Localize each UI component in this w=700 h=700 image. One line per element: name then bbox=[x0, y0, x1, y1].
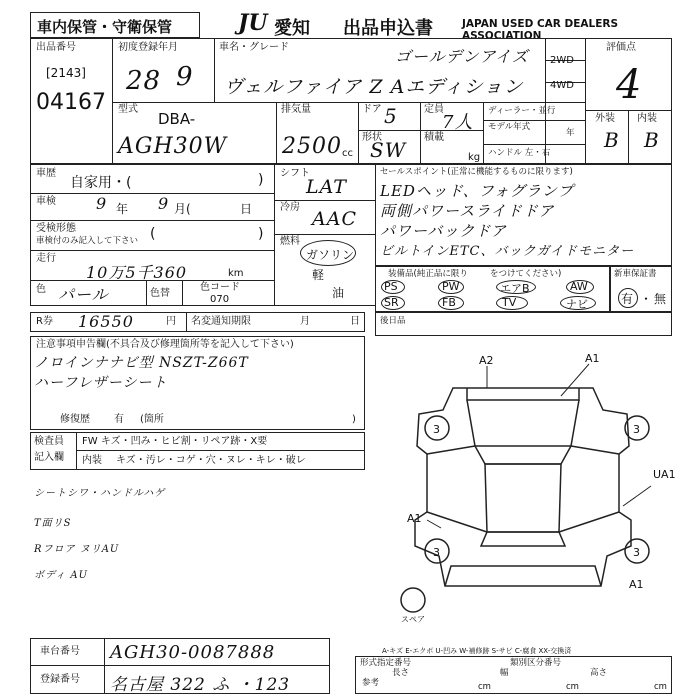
equip-ps[interactable]: PS bbox=[384, 280, 398, 293]
color-code: 070 bbox=[210, 294, 230, 305]
handle-label: ハンドル 左・右 bbox=[488, 148, 551, 158]
mark-front-left: 3 bbox=[433, 423, 440, 436]
capacity-value: 7人 bbox=[442, 112, 474, 133]
dealer-label: ディーラー・並行 bbox=[488, 106, 556, 116]
damage-legend: A-キズ E-エクボ U-凹み W-補修跡 S-サビ C-腐食 XX-交換済 bbox=[382, 647, 572, 655]
equip-airbag[interactable]: エアB bbox=[500, 282, 530, 295]
mark-front-right: 3 bbox=[633, 423, 640, 436]
recycle-value: 16550 bbox=[78, 312, 134, 331]
repair-label: 修復歴 bbox=[60, 414, 90, 425]
color-name-handwritten: ゴールデンアイズ bbox=[395, 47, 529, 66]
mark-a1-left: A1 bbox=[407, 512, 422, 525]
mileage-label: 走行 bbox=[36, 253, 56, 264]
equipment-label: 装備品(純正品に限り bbox=[388, 269, 468, 279]
lot-sub-number: [2143] bbox=[46, 66, 86, 80]
model-label: 型式 bbox=[118, 104, 138, 115]
drive-2wd[interactable]: 2WD bbox=[550, 55, 574, 66]
org-name: 愛知 bbox=[274, 18, 310, 39]
equipment-label-2: をつけてください) bbox=[490, 269, 562, 279]
score-value: 4 bbox=[616, 62, 643, 108]
chassis-number: AGH30-0087888 bbox=[110, 642, 276, 663]
repair-place: (箇所 bbox=[140, 414, 164, 425]
registration-number: 名古屋 322 ふ ・123 bbox=[110, 675, 291, 695]
load-label: 積載 bbox=[424, 132, 444, 143]
shape-label: 形状 bbox=[362, 132, 382, 143]
fuel-option-kei[interactable]: 軽 bbox=[312, 268, 325, 282]
lot-number: 04167 bbox=[36, 90, 106, 115]
warranty-label: 新車保証書 bbox=[614, 269, 657, 279]
recycle-unit: 円 bbox=[166, 316, 176, 327]
length-label: 長さ bbox=[392, 668, 410, 678]
model-prefix: DBA- bbox=[158, 110, 196, 128]
drive-4wd[interactable]: 4WD bbox=[550, 80, 574, 91]
fuel-option-gasoline[interactable]: ガソリン bbox=[306, 248, 355, 262]
type-designation-label: 形式指定番号 bbox=[360, 658, 412, 668]
shape-value: SW bbox=[370, 138, 407, 162]
selling-point-1: LEDヘッド、フォグランプ bbox=[380, 182, 574, 200]
recycle-label: R券 bbox=[36, 316, 53, 327]
storage-label: 車内保管・守衛保管 bbox=[37, 18, 173, 36]
expiry-label: 名変通知期限 bbox=[191, 316, 251, 327]
color-code-label: 色コード bbox=[200, 282, 240, 293]
notes-line-2: ハーフレザーシート bbox=[34, 375, 168, 391]
inspector-row-1: FW キズ・凹み・ヒビ割・リペア跡・X要 bbox=[82, 436, 268, 447]
color-swap-label: 色替 bbox=[150, 288, 170, 299]
color-label: 色 bbox=[36, 284, 46, 295]
car-damage-diagram bbox=[375, 336, 676, 636]
first-reg-label: 初度登録年月 bbox=[118, 42, 178, 53]
acceptance-note: 車検付のみ記入して下さい bbox=[36, 236, 139, 246]
height-label: 高さ bbox=[590, 668, 608, 678]
doors-value: 5 bbox=[384, 104, 398, 128]
equip-fb[interactable]: FB bbox=[442, 296, 456, 309]
entry-label: 記入欄 bbox=[34, 452, 64, 463]
displacement-value: 2500 bbox=[282, 134, 342, 159]
mark-a1-top: A1 bbox=[585, 352, 600, 365]
selling-point-2: 両側パワースライドドア bbox=[380, 202, 555, 220]
equip-tv[interactable]: TV bbox=[502, 296, 517, 309]
hw-note-1: シートシワ・ハンドルハゲ bbox=[34, 488, 166, 499]
association-name: JAPAN USED CAR DEALERS ASSOCIATION bbox=[462, 18, 619, 42]
kg-unit: kg bbox=[468, 152, 481, 163]
registration-label: 登録番号 bbox=[40, 674, 80, 685]
inspection-month: 9 bbox=[158, 194, 170, 213]
inspector-row-2: キズ・汚レ・コゲ・穴・ヌレ・キレ・破レ bbox=[116, 455, 306, 466]
selling-points-label: セールスポイント(正常に機能するものに限ります) bbox=[380, 167, 573, 177]
width-label: 幅 bbox=[500, 668, 509, 678]
history-label: 車歴 bbox=[36, 168, 56, 179]
mileage-unit: km bbox=[228, 268, 244, 279]
after-items-box bbox=[375, 312, 672, 336]
year-unit: 年 bbox=[566, 128, 575, 138]
name-grade-label: 車名・グレード bbox=[219, 42, 289, 53]
inspector-row-2-label: 内装 bbox=[82, 455, 102, 466]
repair-value: 有 bbox=[114, 414, 124, 425]
mark-rear-right: 3 bbox=[633, 546, 640, 559]
ac-value: AAC bbox=[312, 208, 357, 230]
notes-label: 注意事項申告欄(不具合及び修理箇所等を記入して下さい) bbox=[36, 339, 294, 350]
inspection-label: 車検 bbox=[36, 196, 56, 207]
interior-score: B bbox=[644, 128, 660, 152]
mark-ua1: UA1 bbox=[653, 468, 676, 481]
equip-sr[interactable]: SR bbox=[384, 296, 399, 309]
history-value: 自家用・( bbox=[70, 175, 132, 191]
model-code: AGH30W bbox=[118, 134, 228, 159]
shift-label: シフト bbox=[280, 168, 310, 179]
roof bbox=[485, 464, 561, 532]
color-value: パール bbox=[58, 285, 109, 304]
mark-rear-left: 3 bbox=[433, 546, 440, 559]
interior-label: 内装 bbox=[637, 113, 657, 124]
model-year-label: モデル年式 bbox=[488, 122, 531, 132]
mark-a2: A2 bbox=[479, 354, 494, 367]
mileage-value: 10万5千360 bbox=[86, 263, 188, 282]
selling-point-4: ビルトインETC、バックガイドモニター bbox=[380, 244, 635, 259]
score-label: 評価点 bbox=[606, 42, 636, 53]
selling-point-3: パワーバックドア bbox=[380, 222, 507, 240]
acceptance-label: 受検形態 bbox=[36, 223, 76, 234]
notes-line-1: ノロインナナビ型 NSZT-Z66T bbox=[34, 355, 249, 371]
windshield bbox=[475, 446, 571, 464]
capacity-label: 定員 bbox=[424, 104, 444, 115]
inspector-label: 検査員 bbox=[34, 436, 64, 447]
category-number-label: 類別区分番号 bbox=[510, 658, 562, 668]
exterior-label: 外装 bbox=[595, 113, 615, 124]
ju-logo: JU bbox=[238, 10, 268, 36]
form-title: 出品申込書 bbox=[343, 18, 433, 39]
reg-year: 28 bbox=[126, 66, 162, 96]
doors-label: ドア bbox=[362, 104, 382, 115]
displacement-label: 排気量 bbox=[281, 104, 311, 115]
hw-note-3: Rフロア ヌリAU bbox=[34, 544, 120, 555]
equip-aw[interactable]: AW bbox=[570, 280, 588, 293]
shift-value: LAT bbox=[306, 176, 347, 198]
auction-sheet-page: 車内保管・守衛保管 JU 愛知 出品申込書 JAPAN USED CAR DEALERS ASSOCIATION 出品番号 [2143] 04167 初度登録年月 車名・グレード 2WD 4WD 評価点 4 外装 内装 B B 28 9 ゴールデンアイズ ヴェルファイア Z Aエディション 型式 DBA- AGH30W 排気量 2500 cc ドア 5 定員 7人 形状 SW 積載 kg ディーラー・並行 モデル年式 年 ハンドル 左・右 車歴 自家用・( ) 車検 9 年 9 月( 日 受検形態 車検付のみ記入して下さい ( ) 走行 10万5千360 km 色 パール 色替 色コード 070 シフト LAT 冷房 AAC 燃料 ガソリン 軽 油 セールスポイント(正常に機能するものに限ります) LEDヘッド、フォグランプ 両側パワースライドドア パワーバックドア ビルトインETC、バックガイドモニター 装備品(純正品に限り をつけてください) PS PW エアB AW SR FB TV ナビ 新車保証書 有 ・ 無 R券 16550 円 名変通知期限 月 日 後日品 注意事項申告欄(不具合及び修理箇所等を記入して下さい) ノロインナナビ型 NSZT-Z66T ハーフレザーシート 修復歴 有 (箇所 ) 検査員 記入欄 FW キズ・凹み・ヒビ割・リペア跡・X要 内装 キズ・汚レ・コゲ・穴・ヌレ・キレ・破レ シートシワ・ハンドルハゲ T面リS Rフロア ヌリAU ボディ AU 3 3 3 3 A2 A1 UA1 A1 A1 スペア A-キズ E-エクボ U-凹み W-補修跡 S-サビ C-腐食 XX-交換済 形式指定番号 類別区分番号 参考 長さ 幅 高さ cm cm cm 車台番号 AGH30-0087888 登録番号 名古屋 322 ふ ・123 bbox=[0, 0, 700, 700]
chassis-label: 車台番号 bbox=[40, 646, 80, 657]
ref-label: 参考 bbox=[362, 678, 380, 688]
warranty-no[interactable]: 無 bbox=[654, 292, 667, 306]
spare-label: スペア bbox=[401, 615, 425, 624]
exterior-score: B bbox=[604, 128, 620, 152]
lot-label: 出品番号 bbox=[36, 42, 76, 53]
ac-label: 冷房 bbox=[280, 202, 300, 213]
cc-unit: cc bbox=[342, 148, 353, 159]
equip-navi[interactable]: ナビ bbox=[566, 298, 588, 311]
car-name: ヴェルファイア Z Aエディション bbox=[224, 76, 524, 98]
mark-a1-rear: A1 bbox=[629, 578, 644, 591]
hw-note-2: T面リS bbox=[34, 518, 72, 529]
hw-note-4: ボディ AU bbox=[34, 570, 89, 581]
after-items-label: 後日品 bbox=[380, 316, 406, 326]
reg-month: 9 bbox=[176, 62, 194, 92]
fuel-option-oil[interactable]: 油 bbox=[332, 286, 345, 300]
equip-pw[interactable]: PW bbox=[442, 280, 460, 293]
storage-label-box bbox=[30, 12, 200, 38]
fuel-label: 燃料 bbox=[280, 236, 300, 247]
inspection-year: 9 bbox=[96, 194, 108, 213]
warranty-yes[interactable]: 有 bbox=[621, 292, 634, 306]
